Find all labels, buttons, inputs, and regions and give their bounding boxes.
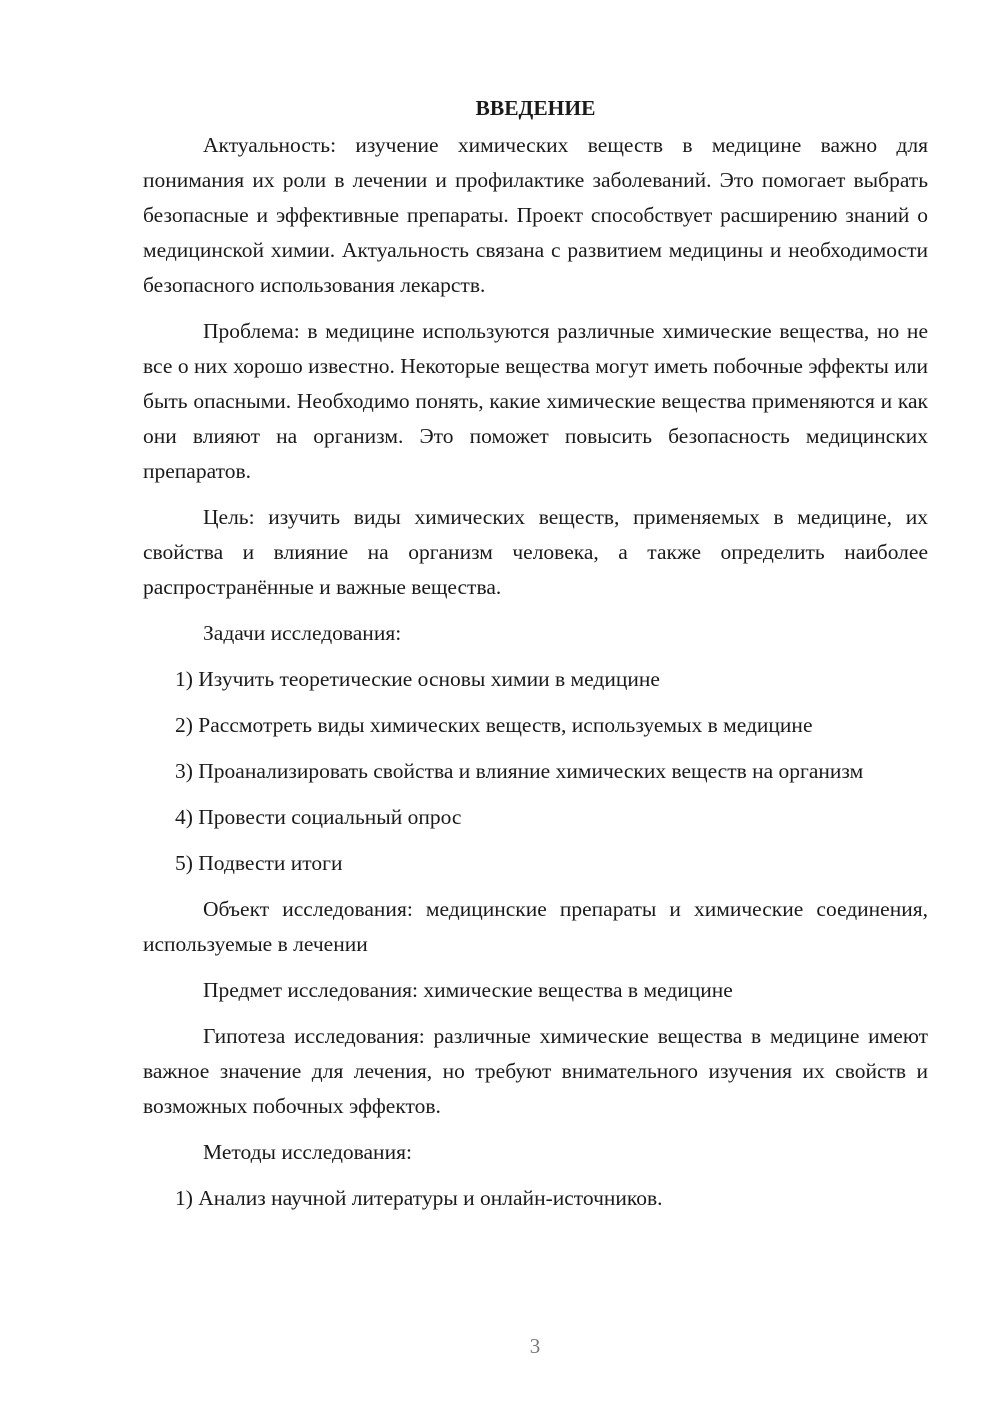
object-paragraph: Объект исследования: медицинские препараты и химические соединения, используемые в лечении [143,897,928,956]
method-item-1: 1) Анализ научной литературы и онлайн-источников. [175,1186,663,1210]
document-body [143,90,928,1227]
problem-paragraph: Проблема: в медицине используются различные химические вещества, но не все о них хорошо известно. Некоторые вещества могут иметь побочные эффекты или быть опасными. Необходимо понять, какие химические вещества применяются и как они влияют на организм. Это поможет повысить безопасность медицинских препаратов. [143,319,928,483]
page-number: 3 [529,1334,541,1358]
goal-paragraph: Цель: изучить виды химических веществ, применяемых в медицине, их свойства и влияние на организм человека, а также определить наиболее распространённые и важные вещества. [143,505,928,599]
hypothesis-paragraph: Гипотеза исследования: различные химические вещества в медицине имеют важное значение для лечения, но требуют внимательного изучения их свойств и возможных побочных эффектов. [143,1024,928,1118]
subject-paragraph: Предмет исследования: химические вещества в медицине [203,978,733,1002]
task-item-3: 3) Проанализировать свойства и влияние химических веществ на организм [175,759,864,783]
task-item-5: 5) Подвести итоги [175,851,343,875]
methods-title: Методы исследования: [203,1140,412,1164]
section-heading: ВВЕДЕНИЕ [475,96,596,120]
tasks-title: Задачи исследования: [203,621,402,645]
task-item-4: 4) Провести социальный опрос [175,805,462,829]
task-item-2: 2) Рассмотреть виды химических веществ, используемых в медицине [175,713,813,737]
relevance-paragraph: Актуальность: изучение химических веществ в медицине важно для понимания их роли в лечении и профилактике заболеваний. Это помогает выбрать безопасные и эффективные препараты. Проект способствует расширению знаний о медицинской химии. Актуальность связана с развитием медицины и необходимости безопасного использования лекарств. [143,133,928,297]
task-item-1: 1) Изучить теоретические основы химии в медицине [175,667,660,691]
